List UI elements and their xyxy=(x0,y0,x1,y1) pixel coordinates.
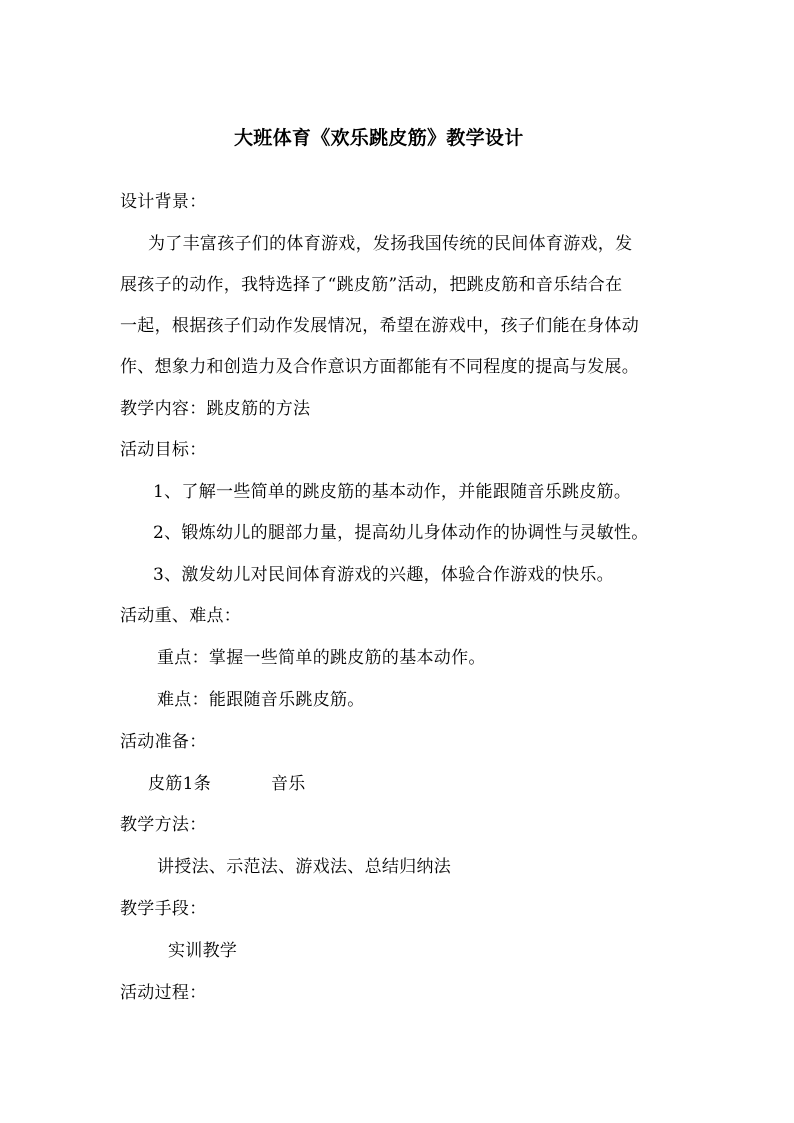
document-title: 大班体育《欢乐跳皮筋》教学设计 xyxy=(234,127,524,149)
means-line: 实训教学 xyxy=(168,941,238,961)
method-heading: 教学方法： xyxy=(120,815,207,835)
background-line-4: 作、想象力和创造力及合作意识方面都能有不同程度的提高与发展。 xyxy=(120,357,639,377)
key-point: 重点：掌握一些简单的跳皮筋的基本动作。 xyxy=(157,648,486,668)
preparation-item-music: 音乐 xyxy=(271,774,306,794)
background-line-1: 为了丰富孩子们的体育游戏，发扬我国传统的民间体育游戏，发 xyxy=(148,234,633,254)
goal-item-1: 1、了解一些简单的跳皮筋的基本动作，并能跟随音乐跳皮筋。 xyxy=(153,482,632,502)
preparation-item-rubber-band: 皮筋1条 xyxy=(148,774,212,794)
goals-heading: 活动目标： xyxy=(120,440,207,460)
difficult-point: 难点：能跟随音乐跳皮筋。 xyxy=(157,690,365,710)
background-line-2: 展孩子的动作，我特选择了“跳皮筋”活动，把跳皮筋和音乐结合在 xyxy=(120,275,623,295)
background-heading: 设计背景： xyxy=(120,192,207,212)
goal-item-2: 2、锻炼幼儿的腿部力量，提高幼儿身体动作的协调性与灵敏性。 xyxy=(153,523,649,543)
content-line: 教学内容：跳皮筋的方法 xyxy=(120,399,311,419)
goal-item-3: 3、激发幼儿对民间体育游戏的兴趣，体验合作游戏的快乐。 xyxy=(153,565,614,585)
means-heading: 教学手段： xyxy=(120,899,207,919)
process-heading: 活动过程： xyxy=(120,983,207,1003)
preparation-heading: 活动准备： xyxy=(120,732,207,752)
method-line: 讲授法、示范法、游戏法、总结归纳法 xyxy=(157,857,452,877)
key-points-heading: 活动重、难点： xyxy=(120,606,242,626)
background-line-3: 一起，根据孩子们动作发展情况，希望在游戏中，孩子们能在身体动 xyxy=(120,316,639,336)
